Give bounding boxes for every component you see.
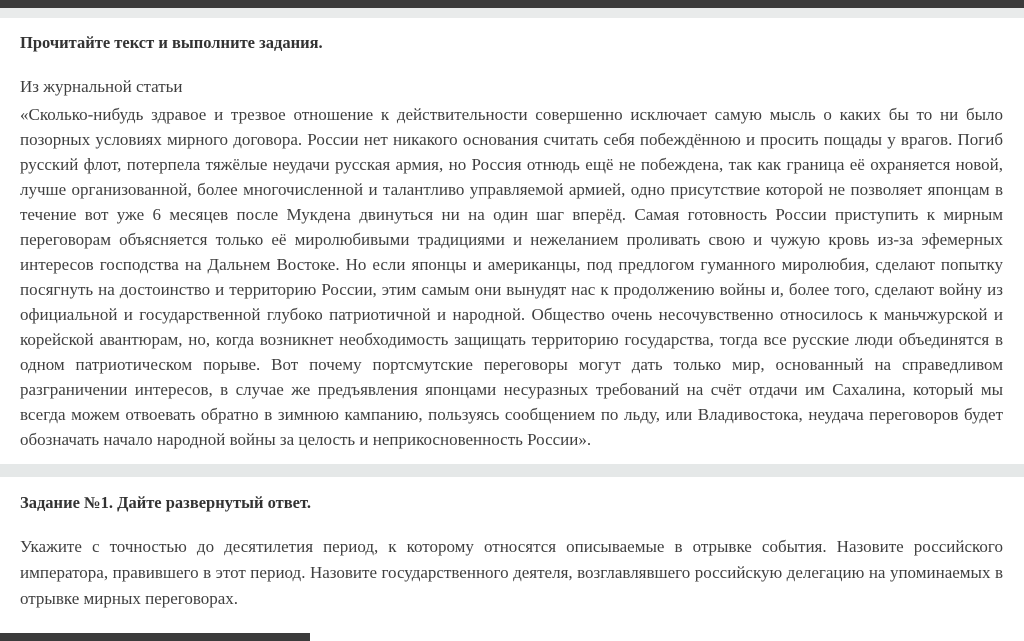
- instruction-heading: Прочитайте текст и выполните задания.: [20, 33, 323, 52]
- task-question: Укажите с точностью до десятилетия период, к которому относятся описываемые в отрывке события. Назовите российского императора, правившего в этот период. Назовите государственного деятеля, возглавлявшего российскую делегацию на упоминаемых в отрывке мирных переговорах.: [20, 537, 1003, 608]
- section-divider: [0, 464, 1024, 477]
- top-gray-strip: [0, 8, 1024, 18]
- bottom-dark-bar: [0, 633, 310, 641]
- reading-section: [0, 32, 1024, 452]
- source-label: Из журнальной статьи: [20, 77, 183, 96]
- passage-text: «Сколько-нибудь здравое и трезвое отношение к действительности совершенно исключает самую мысль о каких бы то ни было позорных условиях мирного договора. России нет никакого основания считать себя побеждённою и просить пощады у врагов. Погиб русский флот, потерпела тяжёлые неудачи русская армия, но Россия отнюдь ещё не побеждена, так как граница её охраняется новой, лучше организованной, более многочисленной и талантливо управляемой армией, одно присутствие которой не позволяет японцам в течение вот уже 6 месяцев после Мукдена двинуться ни на один шаг вперёд. Самая готовность России приступить к мирным переговорам объясняется только её миролюбивыми традициями и нежеланием проливать свою и чужую кровь из-за эфемерных интересов господства на Дальнем Востоке. Но если японцы и американцы, под предлогом гуманного миролюбия, сделают попытку посягнуть на достоинство и территорию России, этим самым они вынудят нас к продолжению войны и, более того, сделают войну из официальной и государственной глубоко патриотичной и народной. Общество очень несочувственно относилось к маньчжурской и корейской авантюрам, но, когда возникнет необходимость защищать территорию государства, тогда все русские люди объединятся в одном патриотическом порыве. Вот почему портсмутские переговоры могут дать только мир, основанный на справедливом разграничении интересов, в случае же предъявления японцами несуразных требований на счёт отдачи им Сахалина, который мы всегда можем отвоевать обратно в зимнюю кампанию, пользуясь сообщением по льду, или Владивостока, неудача переговоров будет обозначать начало народной войны за целость и неприкосновенность России».: [20, 105, 1003, 449]
- task-heading: Задание №1. Дайте развернутый ответ.: [20, 493, 311, 512]
- top-dark-bar: [0, 0, 1024, 8]
- task-section: [0, 492, 1024, 612]
